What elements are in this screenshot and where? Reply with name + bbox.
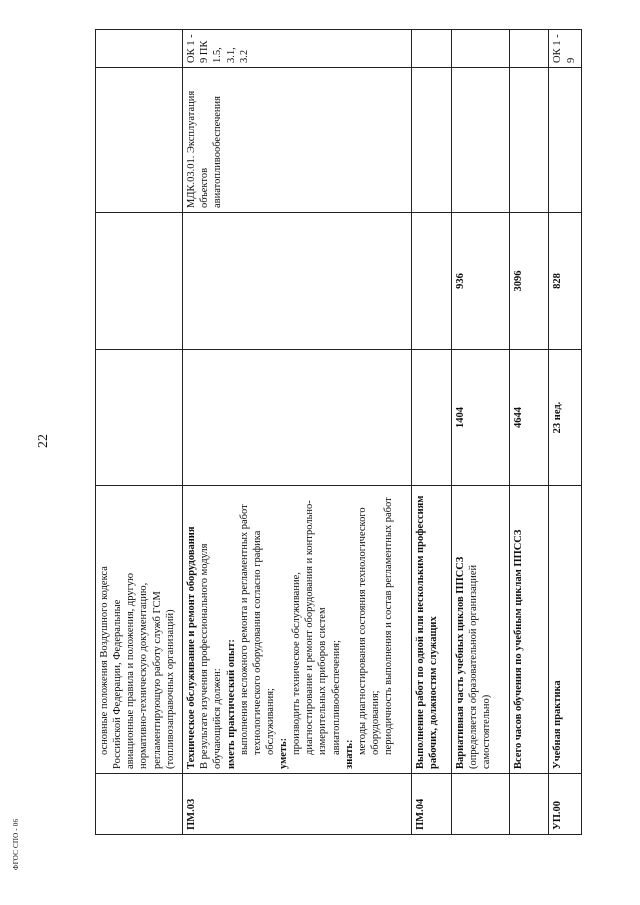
module-code: ПМ.03	[183, 774, 412, 835]
table-row	[412, 30, 452, 835]
code-cell	[96, 774, 183, 835]
page-number: 22	[36, 434, 51, 448]
table-row	[183, 30, 412, 835]
hours-class-cell: 936	[451, 213, 509, 350]
module-description: Техническое обслуживание и ремонт оборудования В результате изучения профессионального модуля обучающийся должен: иметь практический опыт: выполнения несложного ремонта и регламентных работ технологического оборудования согласно графика обслуживания; уметь: производить техническое обслуживание, диагностирование и ремонт оборудования и контрольно-измерительных приборов систем авиатопливообеспечения; знать: методы диагностирования состояния технологического оборудования; периодичность выполнения и состав регламентных работ	[183, 486, 412, 774]
table-row	[549, 30, 582, 835]
hours-max-cell: 4644	[509, 350, 549, 486]
table-row	[451, 30, 509, 835]
practice-cell: Учебная практика	[549, 486, 582, 774]
hours-max-cell: 1404	[451, 350, 509, 486]
table-row	[509, 30, 549, 835]
variable-part-cell: Вариативная часть учебных циклов ППССЗ (определяется образовательной организацией самостоятельно)	[451, 486, 509, 774]
footer-label: ФГОС СПО - 06	[12, 818, 20, 870]
competence-cell: ОК 1 - 9 ПК 1.5, 3.1, 3.2	[183, 30, 412, 68]
total-hours-cell: Всего часов обучения по учебным циклам ППССЗ	[509, 486, 549, 774]
module-description: Выполнение работ по одной или нескольким профессиям рабочих, должностям служащих	[412, 486, 452, 774]
hours-class-cell: 3096	[509, 213, 549, 350]
module-code: УП.00	[549, 774, 582, 835]
competence-cell: ОК 1 - 9	[549, 30, 582, 68]
curriculum-table	[95, 29, 582, 835]
hours-class-cell: 828	[549, 213, 582, 350]
curriculum-table-rotated	[95, 30, 582, 835]
table-row	[96, 30, 183, 835]
mdk-cell: МДК.03.01. Эксплуатация объектов авиатопливообеспечения	[183, 68, 412, 213]
weeks-cell: 23 нед.	[549, 350, 582, 486]
description-cell: основные положения Воздушного кодекса Российской Федерации, Федеральные авиационные правила и положения, другую нормативно-техническую документацию, регламентирующую работу служб ГСМ (топливозаправочных организаций)	[96, 486, 183, 774]
module-code: ПМ.04	[412, 774, 452, 835]
